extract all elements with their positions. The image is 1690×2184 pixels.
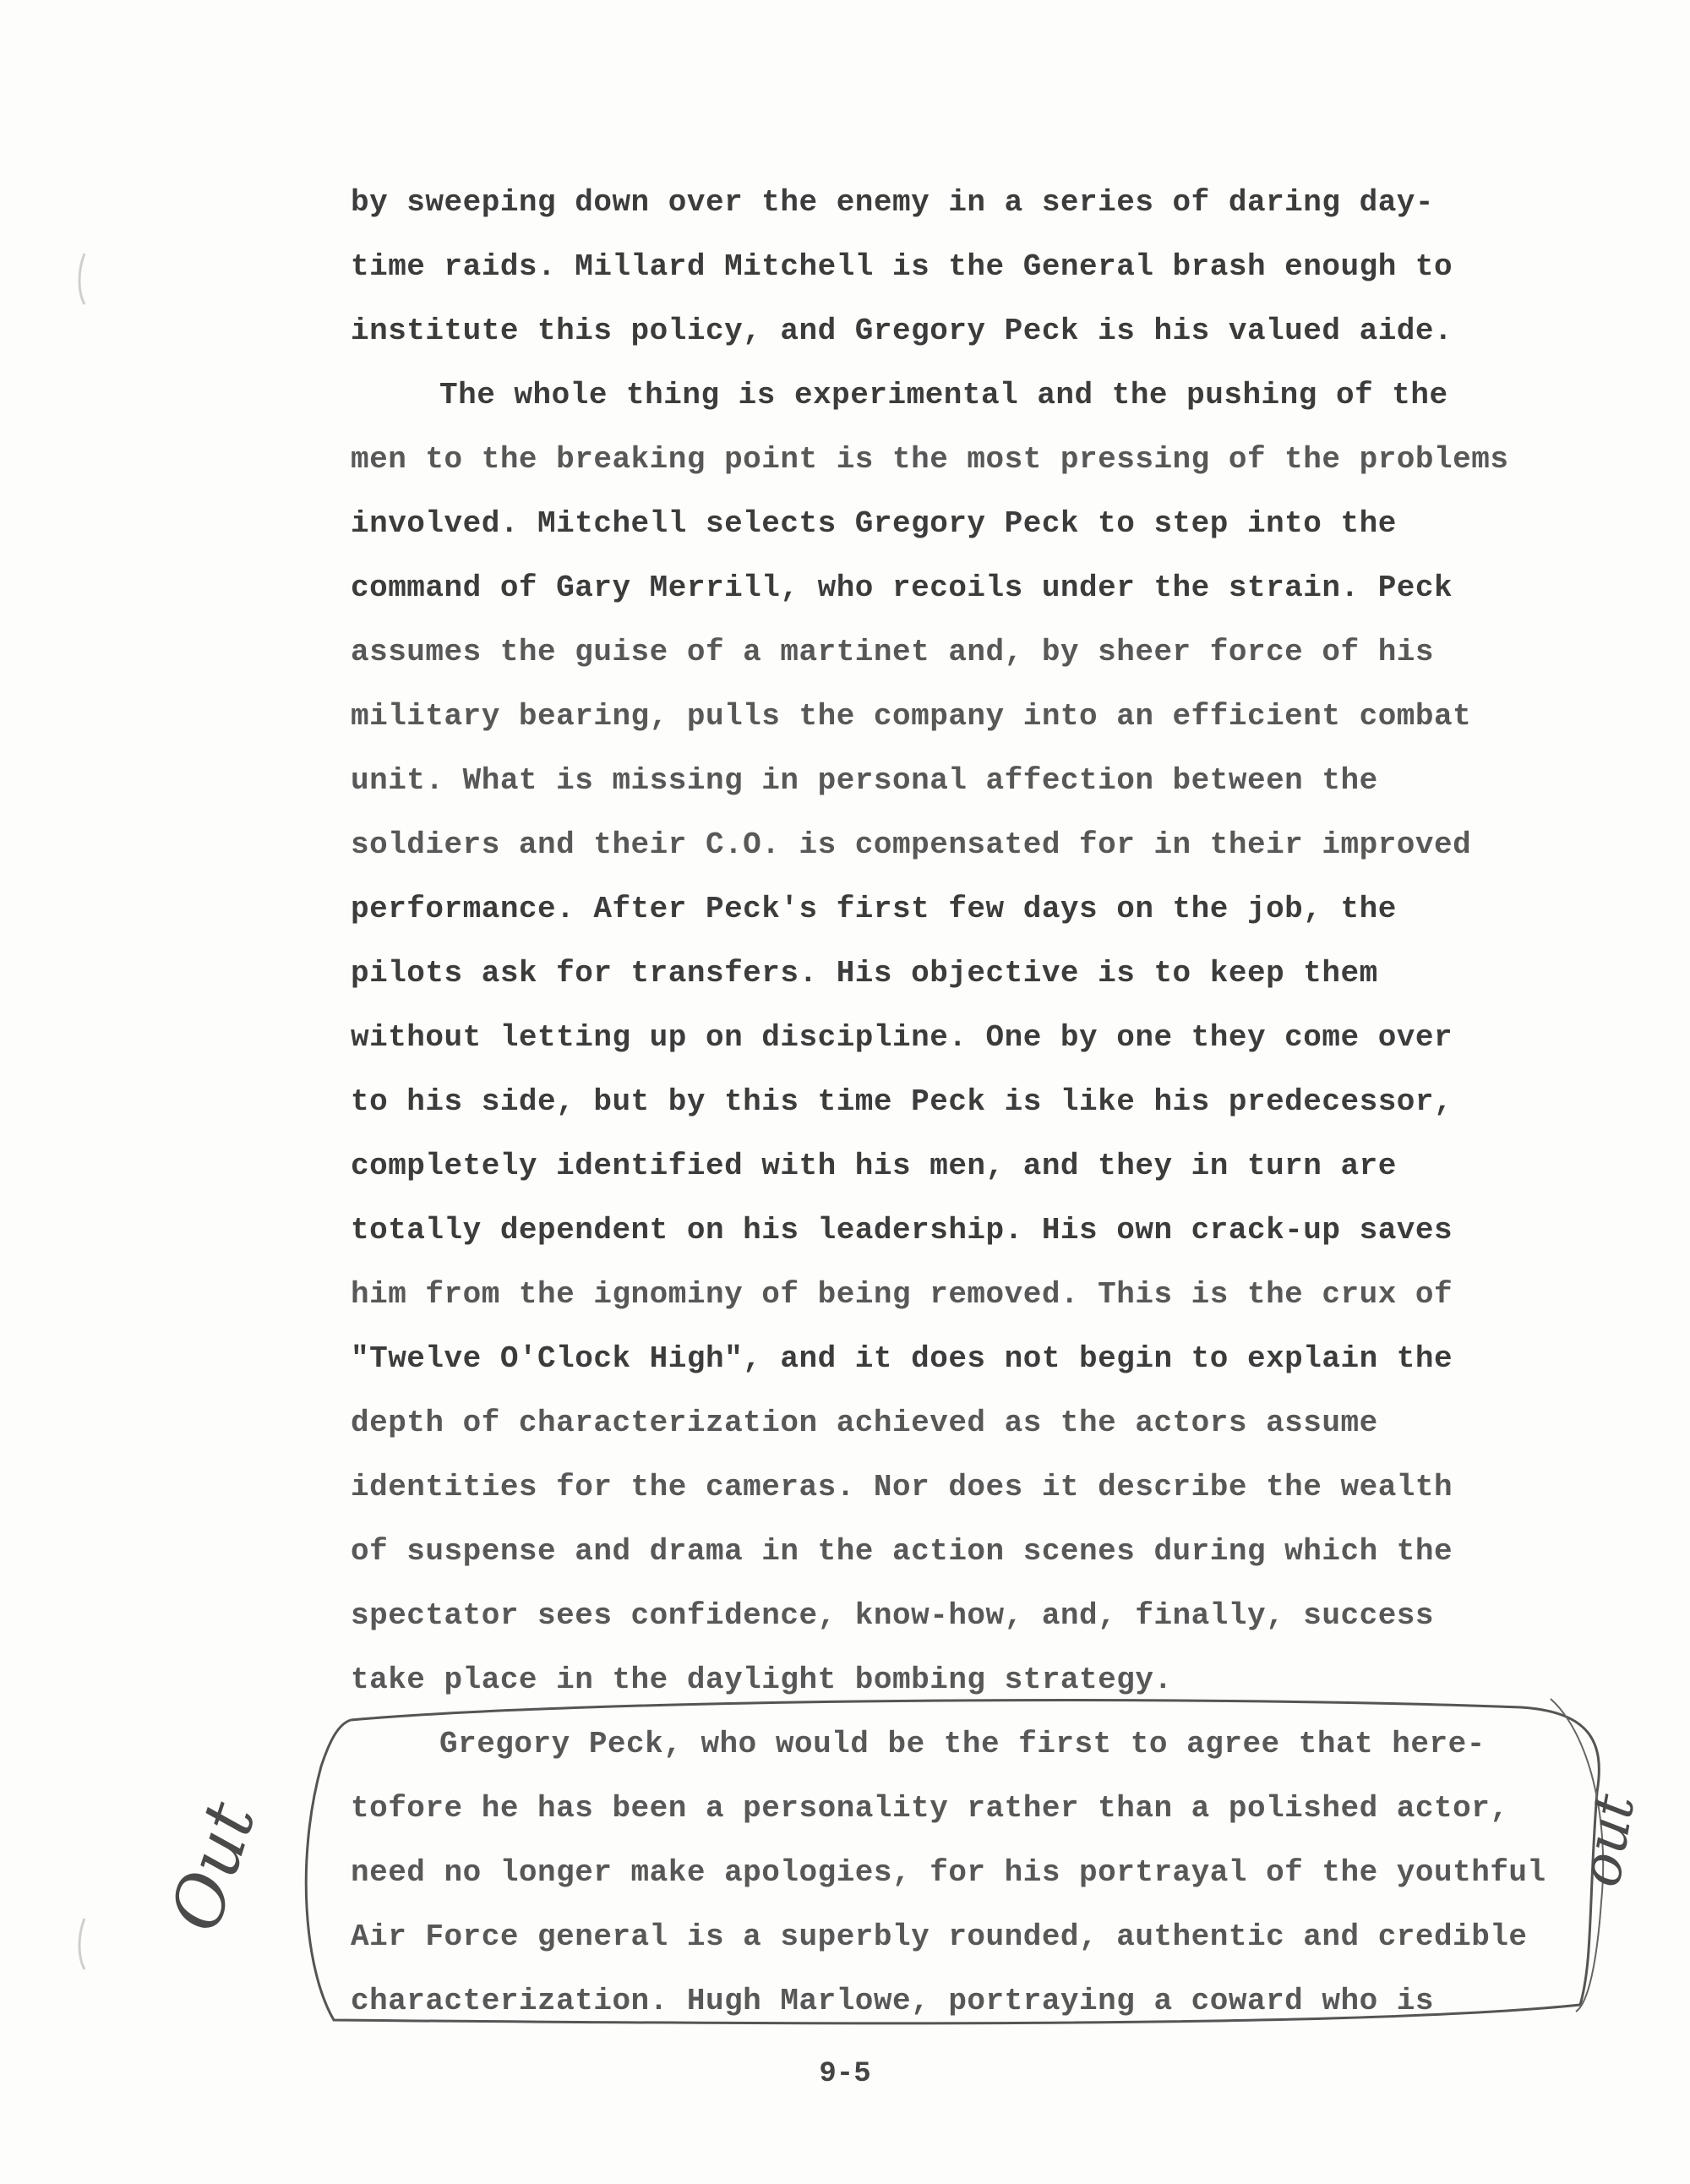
text-line-13: pilots ask for transfers. His objective is to keep them (351, 956, 1378, 991)
text-line-29: characterization. Hugh Marlowe, portraying a coward who is (351, 1984, 1435, 2018)
text-line-19: "Twelve O'Clock High", and it does not begin to explain the (351, 1341, 1453, 1376)
text-line-15: to his side, but by this time Peck is like his predecessor, (351, 1084, 1453, 1119)
text-line-16: completely identified with his men, and they in turn are (351, 1149, 1397, 1183)
text-line-5: men to the breaking point is the most pressing of the problems (351, 442, 1509, 477)
text-line-28: Air Force general is a superbly rounded, authentic and credible (351, 1919, 1528, 1954)
text-line-11: soldiers and their C.O. is compensated for in their improved (351, 827, 1472, 862)
text-line-2: time raids. Millard Mitchell is the General brash enough to (351, 249, 1453, 284)
text-line-3: institute this policy, and Gregory Peck is his valued aide. (351, 314, 1453, 348)
text-line-18: him from the ignominy of being removed. This is the crux of (351, 1277, 1453, 1312)
paragraph-3-first-line: Gregory Peck, who would be the first to agree that here- (439, 1727, 1486, 1761)
text-line-23: spectator sees confidence, know-how, and, finally, success (351, 1598, 1435, 1633)
text-line-6: involved. Mitchell selects Gregory Peck to step into the (351, 506, 1397, 541)
text-line-12: performance. After Peck's first few days on the job, the (351, 892, 1397, 926)
binder-hole-bottom (79, 1919, 84, 1969)
page-number: 9-5 (819, 2058, 871, 2090)
margin-note-left: Out (155, 1793, 272, 1941)
text-line-9: military bearing, pulls the company into an efficient combat (351, 699, 1472, 734)
text-line-26: tofore he has been a personality rather than a polished actor, (351, 1791, 1509, 1826)
text-line-20: depth of characterization achieved as the actors assume (351, 1406, 1378, 1440)
text-line-21: identities for the cameras. Nor does it describe the wealth (351, 1470, 1453, 1504)
text-line-8: assumes the guise of a martinet and, by sheer force of his (351, 635, 1435, 669)
paragraph-2-first-line: The whole thing is experimental and the pushing of the (439, 378, 1448, 412)
text-line-27: need no longer make apologies, for his portrayal of the youthful (351, 1855, 1546, 1890)
text-line-22: of suspense and drama in the action scenes during which the (351, 1534, 1453, 1569)
text-line-1: by sweeping down over the enemy in a series of daring day- (351, 185, 1435, 220)
text-line-10: unit. What is missing in personal affection between the (351, 763, 1378, 798)
text-line-24: take place in the daylight bombing strategy. (351, 1663, 1173, 1697)
binder-hole-top (79, 254, 84, 304)
margin-note-right: out (1567, 1789, 1648, 1892)
text-line-17: totally dependent on his leadership. His own crack-up saves (351, 1213, 1453, 1248)
text-line-14: without letting up on discipline. One by one they come over (351, 1020, 1453, 1055)
text-line-7: command of Gary Merrill, who recoils under the strain. Peck (351, 571, 1453, 605)
